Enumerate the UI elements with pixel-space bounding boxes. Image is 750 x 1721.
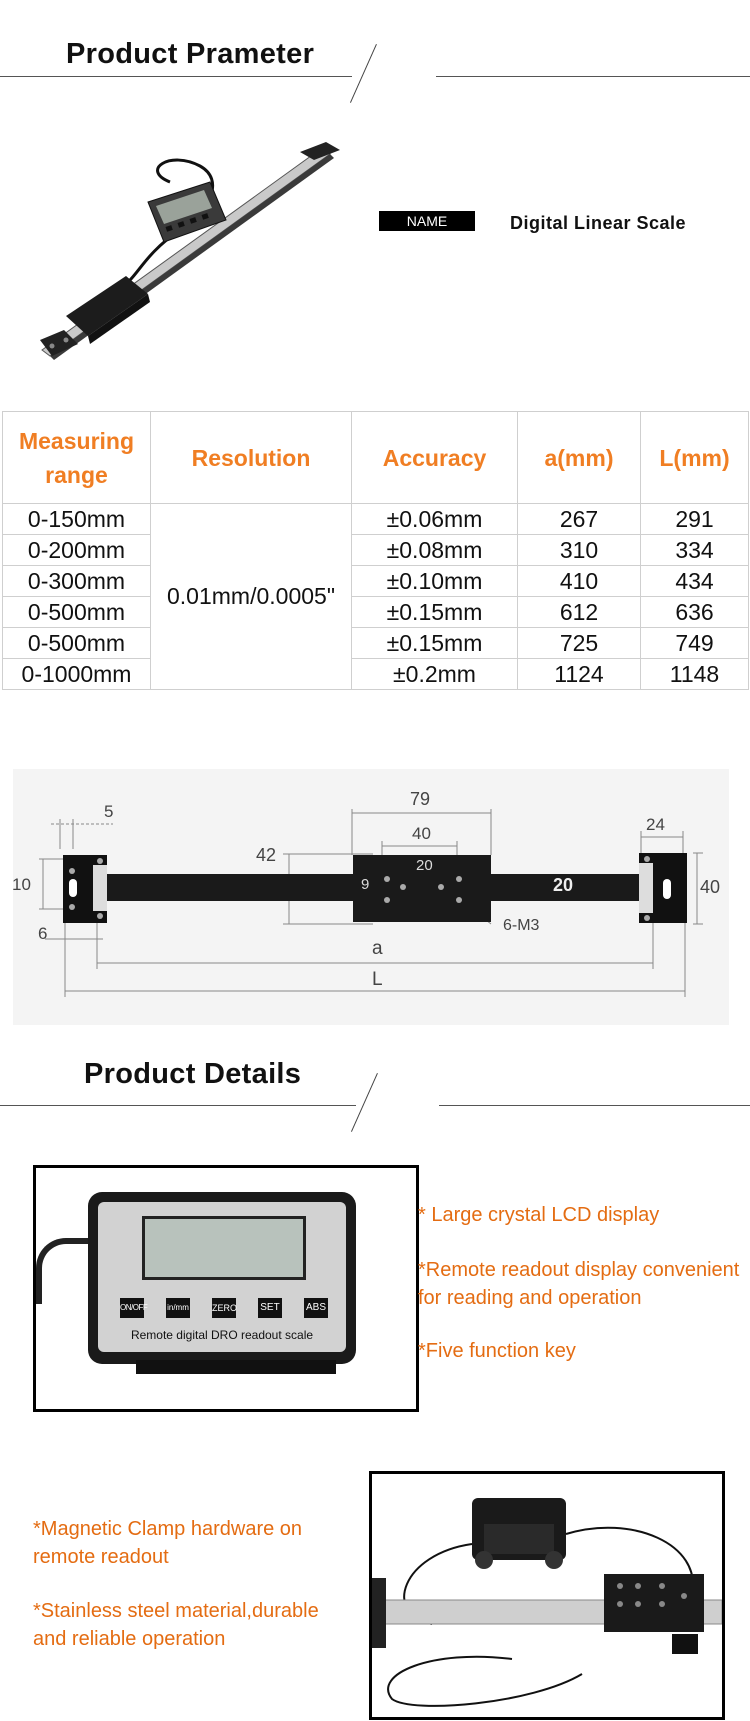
key-abs: ABS: [304, 1298, 328, 1318]
feature-function-key: *Five function key: [418, 1340, 576, 1362]
dim-label-40-right: 40: [700, 877, 721, 897]
key-on-off: ON/OFF: [120, 1298, 144, 1318]
cell-range: 0-150mm: [3, 504, 151, 535]
readout-base: [136, 1360, 336, 1374]
cell-l: 1148: [641, 659, 749, 690]
feature-lcd-display: * Large crystal LCD display: [418, 1204, 660, 1226]
cell-accuracy: ±0.15mm: [352, 628, 518, 659]
feature-remote-readout-cont: for reading and operation: [418, 1287, 642, 1309]
spec-table: [2, 411, 749, 690]
scale-photo-frame: [369, 1471, 725, 1720]
header-measuring-range: Measuring range: [3, 412, 151, 504]
dim-label-40-top: 40: [412, 824, 431, 843]
product-name: Digital Linear Scale: [510, 213, 687, 233]
cell-a: 310: [518, 535, 641, 566]
cell-a: 410: [518, 566, 641, 597]
dim-label-20-a: 20: [416, 857, 433, 874]
cell-l: 636: [641, 597, 749, 628]
cell-accuracy: ±0.10mm: [352, 566, 518, 597]
header-accuracy: Accuracy: [352, 412, 518, 504]
header-a-mm: a(mm): [518, 412, 641, 504]
table-header-row: [3, 412, 749, 504]
dim-label-6-m3: 6-M3: [503, 917, 540, 934]
table-row: [3, 659, 749, 690]
dim-label-5: 5: [104, 802, 114, 821]
section-title-parameter: Product Prameter: [66, 38, 315, 70]
dim-label-L: L: [372, 969, 383, 990]
dim-label-24: 24: [646, 815, 665, 834]
header-resolution: Resolution: [151, 412, 352, 504]
lcd-screen: [142, 1216, 306, 1280]
key-set: SET: [258, 1298, 282, 1318]
readout-body: [88, 1192, 356, 1364]
readout-faceplate: [98, 1202, 346, 1352]
dimension-drawing: [13, 769, 729, 1025]
cell-range: 0-500mm: [3, 628, 151, 659]
section-title-details: Product Details: [84, 1058, 302, 1090]
dim-label-9: 9: [361, 876, 370, 893]
name-badge: NAME: [379, 211, 475, 231]
cell-range: 0-200mm: [3, 535, 151, 566]
cell-range: 0-1000mm: [3, 659, 151, 690]
dim-label-6: 6: [38, 924, 48, 943]
cell-accuracy: ±0.2mm: [352, 659, 518, 690]
cell-resolution: 0.01mm/0.0005": [151, 504, 352, 690]
feature-magnetic-clamp: *Magnetic Clamp hardware on: [33, 1518, 303, 1540]
cell-l: 291: [641, 504, 749, 535]
feature-magnetic-clamp-cont: remote readout: [33, 1546, 169, 1568]
cell-a: 1124: [518, 659, 641, 690]
cell-range: 0-300mm: [3, 566, 151, 597]
table-row: [3, 597, 749, 628]
heading-rule-right: [436, 76, 750, 77]
cell-range: 0-500mm: [3, 597, 151, 628]
key-in-mm: in/mm: [166, 1298, 190, 1318]
cell-a: 725: [518, 628, 641, 659]
feature-remote-readout: *Remote readout display convenient: [418, 1259, 740, 1281]
cell-l: 434: [641, 566, 749, 597]
dim-label-79: 79: [410, 789, 431, 809]
header-l-mm: L(mm): [641, 412, 749, 504]
table-row: [3, 628, 749, 659]
feature-stainless-steel: *Stainless steel material,durable: [33, 1600, 319, 1622]
details-rule-left: [0, 1105, 356, 1106]
cell-a: 267: [518, 504, 641, 535]
table-row: [3, 535, 749, 566]
heading-slash: [350, 44, 377, 103]
key-zero: ZERO: [212, 1298, 236, 1318]
details-rule-right: [439, 1105, 750, 1106]
dim-label-20-b: 20: [553, 875, 574, 895]
heading-rule-left: [0, 76, 352, 77]
cell-accuracy: ±0.06mm: [352, 504, 518, 535]
cell-a: 612: [518, 597, 641, 628]
readout-photo-frame: [33, 1165, 419, 1412]
table-row: [3, 504, 749, 535]
dim-label-a: a: [372, 938, 383, 959]
cell-accuracy: ±0.15mm: [352, 597, 518, 628]
scale-photo: [372, 1474, 722, 1717]
cell-l: 334: [641, 535, 749, 566]
details-slash: [351, 1073, 378, 1132]
feature-stainless-steel-cont: and reliable operation: [33, 1628, 226, 1650]
table-row: [3, 566, 749, 597]
cell-accuracy: ±0.08mm: [352, 535, 518, 566]
product-scale-image: [30, 140, 350, 380]
readout-caption: Remote digital DRO readout scale: [130, 1328, 314, 1342]
cell-l: 749: [641, 628, 749, 659]
dim-label-42: 42: [256, 845, 277, 865]
dim-label-10: 10: [12, 875, 31, 894]
